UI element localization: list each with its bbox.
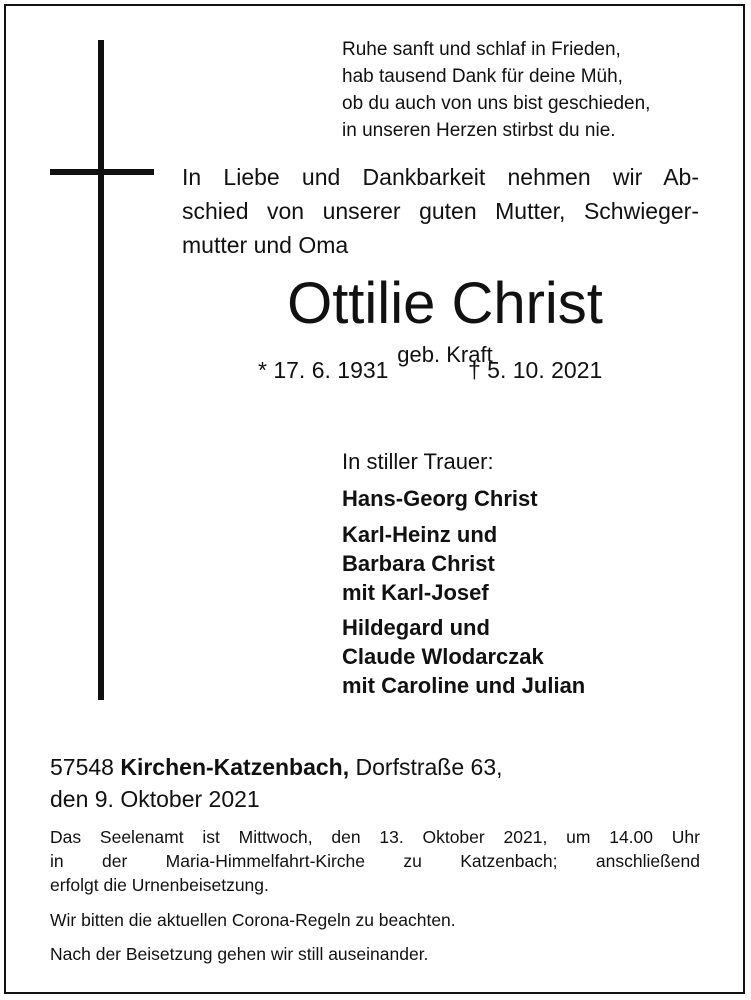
cross-horizontal-bar <box>50 169 154 175</box>
poem <box>342 36 650 144</box>
mourner-line: Claude Wlodarczak <box>342 644 544 669</box>
mourner-group <box>342 520 497 607</box>
service-line: in der Maria-Himmelfahrt-Kirche zu Katzenbach; anschließend <box>50 851 700 871</box>
mourner-line: mit Caroline und Julian <box>342 673 586 698</box>
mourner-group <box>342 484 538 513</box>
place-name: Kirchen-Katzenbach, <box>120 754 350 780</box>
mourner-line: Barbara Christ <box>342 551 495 576</box>
zip-code: 57548 <box>50 754 114 780</box>
intro-text <box>182 160 699 262</box>
mourner-line: Karl-Heinz und <box>342 522 498 547</box>
mourners-intro: In stiller Trauer: <box>342 449 494 474</box>
service-line: erfolgt die Urnenbeisetzung. <box>50 875 269 895</box>
corona-note: Wir bitten die aktuellen Corona-Regeln zu beachten. <box>50 910 456 930</box>
birth-date: * 17. 6. 1931 <box>258 357 389 383</box>
intro-line: In Liebe und Dankbarkeit nehmen wir Ab- <box>182 164 699 190</box>
date-line: den 9. Oktober 2021 <box>50 786 260 812</box>
birth-name: geb. Kraft <box>397 342 493 367</box>
street: Dorfstraße 63, <box>355 754 503 780</box>
service-line: Das Seelenamt ist Mittwoch, den 13. Oktober 2021, um 14.00 Uhr <box>50 827 700 847</box>
poem-line: in unseren Herzen stirbst du nie. <box>342 120 616 141</box>
mourner-line: Hans-Georg Christ <box>342 486 538 511</box>
intro-line: schied von unserer guten Mutter, Schwieger- <box>182 198 699 224</box>
address-line <box>50 751 503 783</box>
poem-line: ob du auch von uns bist geschieden, <box>342 93 651 114</box>
farewell-note: Nach der Beisetzung gehen wir still auseinander. <box>50 944 429 964</box>
cross-vertical-bar <box>98 40 104 700</box>
service-info <box>50 825 700 897</box>
poem-line: Ruhe sanft und schlaf in Frieden, <box>342 39 621 60</box>
poem-line: hab tausend Dank für deine Müh, <box>342 66 623 87</box>
death-date: † 5. 10. 2021 <box>468 357 603 383</box>
mourner-group <box>342 613 585 700</box>
mourner-line: mit Karl-Josef <box>342 580 489 605</box>
deceased-name: Ottilie Christ <box>287 271 603 336</box>
address-block <box>50 751 503 815</box>
mourner-line: Hildegard und <box>342 615 490 640</box>
intro-line: mutter und Oma <box>182 232 349 258</box>
